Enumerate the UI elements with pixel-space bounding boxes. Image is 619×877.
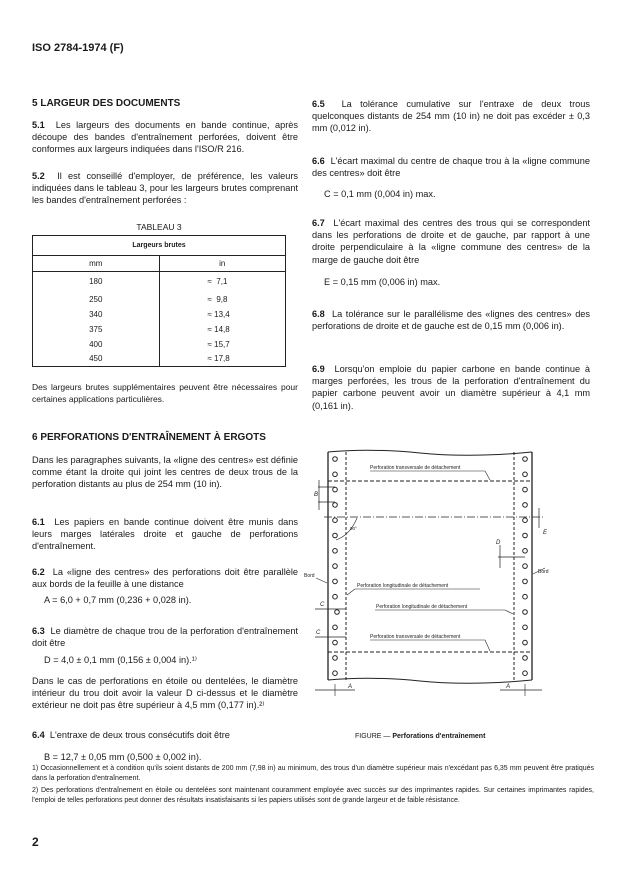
widths-table [32,235,286,367]
paragraph-number: 6.6 [312,156,325,166]
label-d: D [496,540,501,546]
right-hole [523,457,528,462]
label-angle: 90° [350,526,357,531]
right-hole [523,579,528,584]
left-hole [333,472,338,477]
label-e: E [543,530,548,536]
label-transverse-bottom: Perforation transversale de détachement [370,634,461,640]
left-hole [333,656,338,661]
label-bord-right: Bord [538,569,549,575]
right-hole [523,671,528,676]
paper-top-edge [328,450,532,455]
label-c-1: C [320,602,325,608]
paragraph-number: 6.5 [312,99,325,109]
paragraph-6-5 [312,98,590,135]
paragraph-number: 6.8 [312,309,325,319]
paragraph-text: La tolérance sur le parallélisme des «lignes des centres» des perforations de droite et de gauche est de 0,15 mm (0,006 in). [312,309,591,332]
right-hole [523,487,528,492]
right-hole [523,640,528,645]
paragraph-6-3b: Dans le cas de perforations en étoile ou dentelées, le diamètre intérieur du trou doit avoir la valeur D ci-dessus et le diamètre extérieur ne doit pas être supérieur à 4,5 mm (0,177 in).²⁾ [32,676,298,711]
footnote-1: 1) Occasionnellement et à condition qu'ils soient distants de 200 mm (7,98 in) au minimum, des trous d'un diamètre supérieur mais n'excédant pas 6,35 mm peuvent être pratiqués dans la perforation d'entraînement. [32,765,594,782]
equation-d: D = 4,0 ± 0,1 mm (0,156 ± 0,004 in).¹⁾ [44,655,198,665]
left-hole [333,594,338,599]
cell-mm: 375 [33,322,160,337]
cell-in: ≈ 7,1 [207,277,228,287]
right-hole [523,656,528,661]
right-hole [523,533,528,538]
label-longitudinal-right: Perforation longitudinale de détachement [376,604,468,610]
left-hole [333,549,338,554]
section-6-heading: 6 PERFORATIONS D'ENTRAÎNEMENT À ERGOTS [32,432,266,443]
label-bord-left: Bord [304,573,315,579]
label-b: B [314,492,319,498]
right-hole [523,594,528,599]
table-row [33,352,286,367]
equation-c: C = 0,1 mm (0,004 in) max. [324,189,436,199]
cell-mm: 250 [33,292,160,307]
cell-mm: 400 [33,337,160,352]
cell-in: ≈ 13,4 [207,309,230,319]
cell-in: ≈ 15,7 [207,339,230,349]
equation-a: A = 6,0 + 0,7 mm (0,236 + 0,028 in). [44,595,192,605]
paragraph-6-3 [32,625,298,649]
paragraph-text: La tolérance cumulative sur l'entraxe de deux trous quelconques distants de 254 mm (10 in) ne doit pas excéder ± 0,3 mm (0,012 in). [312,99,590,134]
left-hole [333,487,338,492]
caption-prefix: FIGURE — [355,733,393,740]
section-5-heading: 5 LARGEUR DES DOCUMENTS [32,98,181,109]
paragraph-number: 6.7 [312,218,325,228]
table-note: Des largeurs brutes supplémentaires peuvent être nécessaires pour certaines applications particulières. [32,382,298,405]
paragraph-text: L'écart maximal du centre de chaque trou à la «ligne commune des centres» doit être [312,156,590,179]
right-hole [523,472,528,477]
cell-mm: 340 [33,307,160,322]
cell-mm: 180 [33,272,160,292]
right-hole [523,503,528,508]
table-row [33,292,286,307]
paragraph-number: 6.2 [32,567,45,577]
label-c-2: C [316,630,321,636]
right-hole [523,564,528,569]
paragraph-6-intro: Dans les paragraphes suivants, la «ligne des centres» est définie comme étant la droite qui joint les centres de deux trous de la perforation distants au plus de 254 mm (10 in). [32,455,298,490]
table-row [33,322,286,337]
footnote-2: 2) Des perforations d'entraînement en étoile ou dentelées sont maintenant couramment employée avec succès sur des imprimantes rapides. Sur certaines imprimantes rapides, l'emploi de telles perforations peut donner des résultats insatisfaisants si les papiers utilisés sont de grande largeur et de faible résistance. [32,787,594,804]
left-hole [333,625,338,630]
paragraph-number: 6.9 [312,364,325,374]
table-row [33,307,286,322]
paragraph-number: 6.4 [32,730,45,740]
left-hole [333,503,338,508]
document-header: ISO 2784-1974 (F) [32,42,124,54]
table-group-header: Largeurs brutes [132,242,186,249]
page-number: 2 [32,835,39,849]
right-hole [523,518,528,523]
paragraph-number: 5.1 [32,120,45,130]
figure-caption [355,733,485,740]
right-hole [523,625,528,630]
label-a-right: A [506,684,511,690]
column-header-in: in [219,259,226,268]
cell-in: ≈ 9,8 [207,294,228,304]
paragraph-6-7 [312,217,590,266]
cell-in: ≈ 14,8 [207,324,230,334]
left-hole [335,610,340,615]
right-hole [523,610,528,615]
paragraph-number: 6.3 [32,626,45,636]
left-hole [333,579,338,584]
cell-in: ≈ 17,8 [207,354,230,364]
paragraph-6-9 [312,363,590,412]
paragraph-number: 5.2 [32,171,45,181]
label-a-left: A [348,684,353,690]
label-longitudinal-left: Perforation longitudinale de détachement [357,583,449,589]
left-hole [333,564,338,569]
right-hole [523,549,528,554]
left-hole [333,671,338,676]
paragraph-5-1 [32,119,298,156]
table-row [33,337,286,352]
paragraph-6-2 [32,566,298,590]
paragraph-6-8 [312,308,590,332]
paragraph-text: Lorsqu'on emploie du papier carbone en bande continue à marges perforées, les trous de la perforation d'entraînement du papier carbone peuvent avoir un diamètre supérieur à 4,1 mm (0,161 in). [312,364,591,411]
equation-e: E = 0,15 mm (0,006 in) max. [324,277,441,287]
label-transverse-top: Perforation transversale de détachement [370,465,461,471]
perforation-holes [333,457,528,676]
paragraph-text: L'écart maximal des centres des trous qui se correspondent dans les perforations de droite et de gauche, par rapport à une droite perpendiculaire à la «ligne commune des centres» de la marge de gauche doit être [312,218,591,265]
left-hole [333,640,338,645]
paragraph-text: Les largeurs des documents en bande continue, après découpe des bandes d'entraînement perforées, doivent être conformes aux largeurs indiquées dans l'ISO/R 216. [32,120,298,155]
paragraph-6-4 [32,729,298,741]
paragraph-5-2 [32,170,298,207]
column-header-mm: mm [33,256,160,272]
paper-bottom-edge [328,678,532,683]
paragraph-6-6 [312,155,590,179]
perforation-figure [304,440,550,710]
paragraph-text: Il est conseillé d'employer, de préférence, les valeurs indiquées dans le tableau 3, pour les largeurs brutes comprenant les bandes d'entraînement perforées : [32,171,298,206]
paragraph-text: Les papiers en bande continue doivent être munis dans leurs marges latérales droite et gauche de perforations d'entraînement. [32,517,298,552]
cell-mm: 450 [33,352,160,367]
table-title: TABLEAU 3 [136,222,182,232]
paragraph-text: La «ligne des centres» des perforations doit être parallèle aux bords de la feuille à une distance [32,567,299,590]
left-hole [333,457,338,462]
paragraph-number: 6.1 [32,517,45,527]
left-hole [333,533,338,538]
table-row [33,272,286,292]
equation-b: B = 12,7 ± 0,05 mm (0,500 ± 0,002 in). [44,752,202,762]
left-hole [333,518,338,523]
paragraph-6-1 [32,516,298,553]
caption-text: Perforations d'entraînement [392,733,486,740]
paragraph-text: L'entraxe de deux trous consécutifs doit être [49,730,230,740]
paragraph-text: Le diamètre de chaque trou de la perforation d'entraînement doit être [32,626,299,649]
